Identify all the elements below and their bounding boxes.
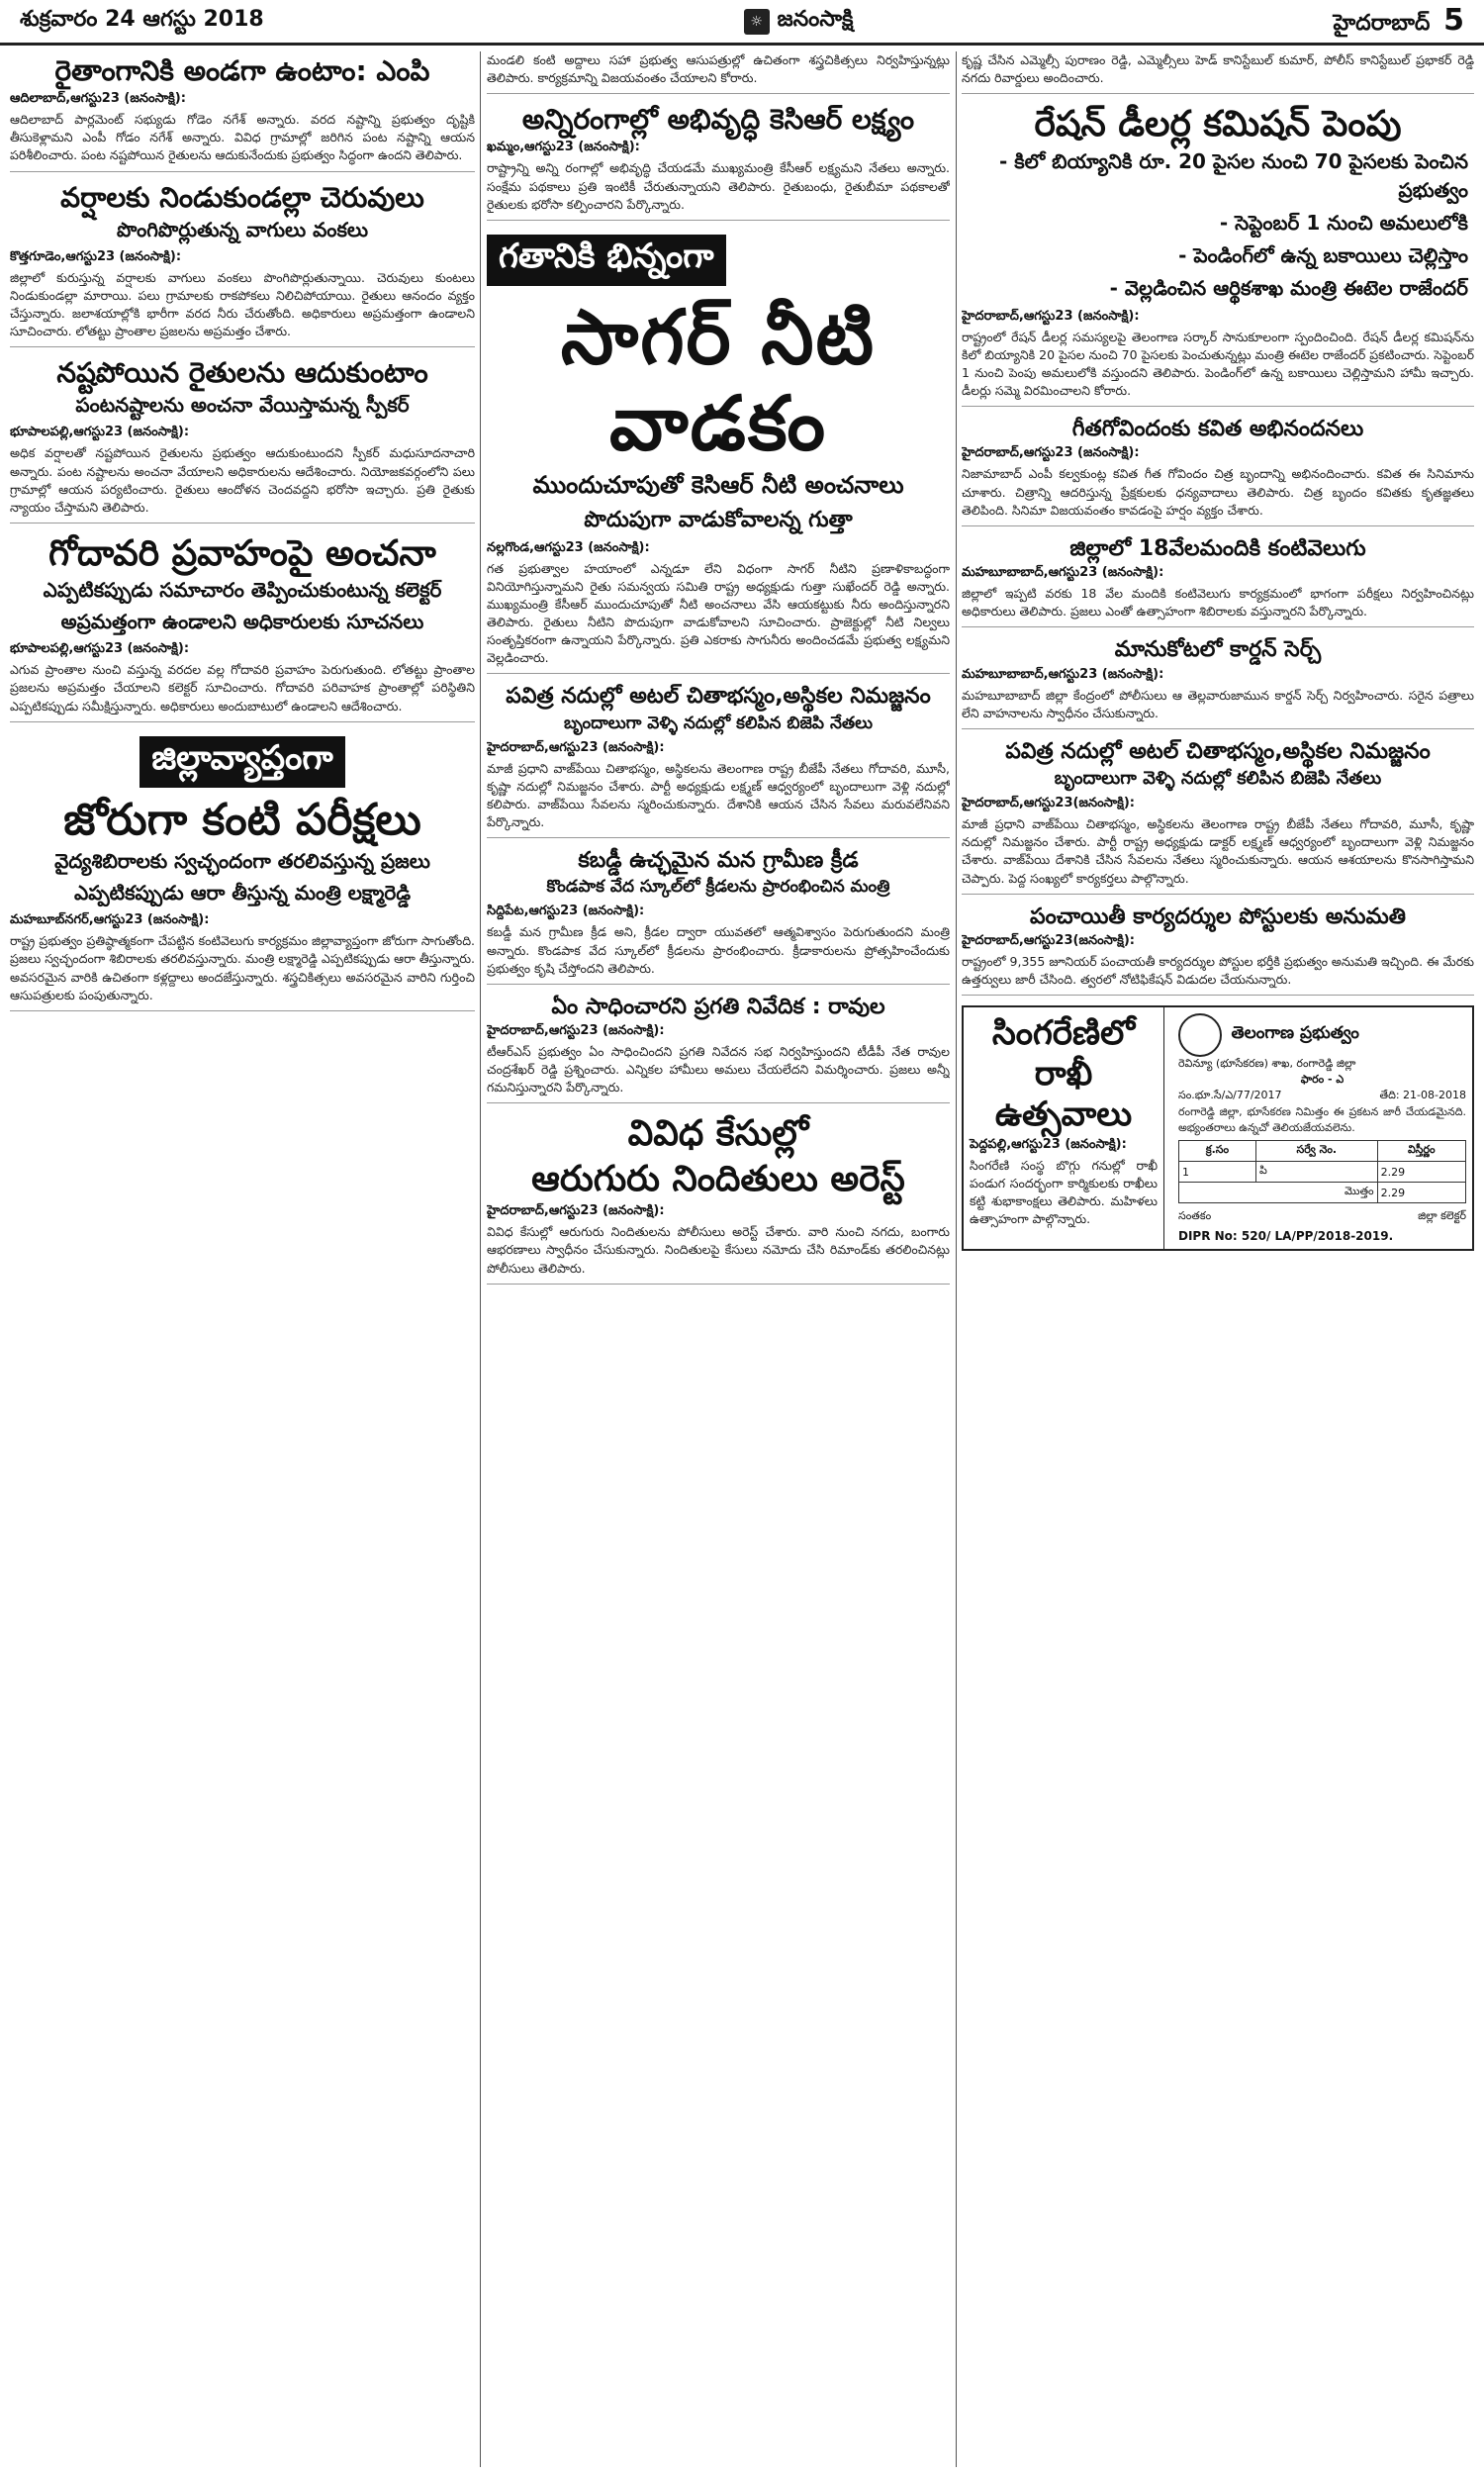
signature-left: సంతకం	[1178, 1209, 1212, 1223]
article-atal-ashes	[487, 684, 950, 838]
subheadline: వైద్యశిబిరాలకు స్వచ్ఛందంగా తరలివస్తున్న ప్రజలు	[54, 849, 430, 874]
headline: నష్టపోయిన రైతులను ఆదుకుంటాం	[56, 356, 428, 390]
land-table	[1178, 1140, 1466, 1203]
subheadline: కొండపాక వేద స్కూల్‌లో క్రీడలను ప్రారంభించిన మంత్రి	[546, 877, 890, 898]
dateline: భూపాలపల్లి,ఆగస్టు23 (జనంసాక్షి):	[10, 641, 190, 657]
subheadline: పొంగిపొర్లుతున్న వాగులు వంకలు	[116, 217, 368, 241]
telangana-seal-icon	[1178, 1013, 1222, 1057]
headline: సాగర్ నీటి వాడకం	[560, 292, 877, 468]
paper-name: జనంసాక్షి	[777, 6, 854, 32]
table-cell: 2.29	[1377, 1162, 1465, 1183]
article-body: మాజీ ప్రధాని వాజ్‌పేయి చితాభస్మం, అస్థికలను తెలంగాణ రాష్ట్ర బీజేపీ నేతలు గోదావరి, మూసీ, కృష్ణా నదుల్లో నిమజ్జనం చేశారు. పార్టీ అధ్యక్షుడు లక్ష్మణ్ ఆధ్వర్యంలో బృందాలుగా వెళ్లి నదుల్లో కలిపారు. వాజ్‌పేయి సేవలను స్మరించుకున్నారు. దేశానికి ఆయన చేసిన సేవలు మరువలేనివని పేర్కొన్నారు.	[487, 760, 950, 830]
bullet-2: - సెప్టెంబర్ 1 నుంచి అమలులోకి	[1219, 210, 1468, 235]
dateline: ఆదిలాబాద్,ఆగస్టు23 (జనంసాక్షి):	[10, 91, 186, 107]
headline: జిల్లాలో 18వేలమందికి కంటివెలుగు	[1069, 535, 1366, 561]
total-label: మొత్తం	[1179, 1183, 1378, 1203]
article-farmers-support	[10, 55, 475, 172]
kicker: గతానికి భిన్నంగా	[487, 235, 726, 286]
article-kanti-velugu	[962, 536, 1474, 628]
headline: జోరుగా కంటి పరీక్షలు	[63, 794, 421, 845]
article-kabaddi	[487, 848, 950, 985]
article-body: కృష్ణ చేసిన ఎమ్మెల్సీ పురాణం రెడ్డి, ఎమ్మెల్సీలు హెడ్ కానిస్టేబుల్ కుమార్, పోలీస్ కానిస్టేబుల్ ప్రభాకర్ రెడ్డి నగదు రివార్డులు అందించారు.	[962, 52, 1474, 86]
gov-name: తెలంగాణ ప్రభుత్వం	[1231, 1023, 1359, 1044]
dateline: సిద్దిపేట,ఆగస్టు23 (జనంసాక్షి):	[487, 904, 645, 919]
article-geetha-govindam	[962, 417, 1474, 526]
article-body: ఎగువ ప్రాంతాల నుంచి వస్తున్న వరదల వల్ల గోదావరి ప్రవాహం పెరుగుతుంది. లోతట్టు ప్రాంతాల ప్రజలను అప్రమత్తం చేయాలని కలెక్టర్ సూచించారు. గోదావరి పరివాహక ప్రాంతాల్లో పరిస్థితిని ఎప్పటికప్పుడు సమీక్షిస్తున్నారు. అధికారులు అందుబాటులో ఉండాలని ఆదేశించారు.	[10, 662, 475, 714]
subheadline-2: పొదుపుగా వాడుకోవాలన్న గుత్తా	[584, 507, 853, 532]
paper-logo	[744, 7, 854, 37]
bullet-1: - కిలో బియ్యానికి రూ. 20 పైసల నుంచి 70 పైసలకు పెంచిన ప్రభుత్వం	[998, 148, 1468, 202]
kicker: జిల్లావ్యాప్తంగా	[139, 736, 344, 788]
article-body: రాష్ట్రాన్ని అన్ని రంగాల్లో అభివృద్ధి చేయడమే ముఖ్యమంత్రి కేసీఆర్ లక్ష్యమని నేతలు అన్నారు. సంక్షేమ పథకాలు ప్రతి ఇంటికీ చేరుతున్నాయని తెలిపారు. రైతుబంధు, రైతుబీమా పథకాలతో రైతులకు భరోసా కల్పించారని పేర్కొన్నారు.	[487, 160, 950, 212]
article-body: మండలి కంటి అద్దాలు సహా ప్రభుత్వ ఆసుపత్రుల్లో ఉచితంగా శస్త్రచికిత్సలు నిర్వహిస్తున్నట్లు తెలిపారు. కార్యక్రమాన్ని విజయవంతం చేయాలని కోరారు.	[487, 52, 950, 86]
dipr-number: DIPR No: 520/ LA/PP/2018-2019.	[1178, 1229, 1394, 1244]
subheadline: ఎప్పటికప్పుడు సమాచారం తెప్పించుకుంటున్న కలెక్టర్	[43, 578, 442, 603]
dateline: హైదరాబాద్,ఆగస్టు23 (జనంసాక్షి):	[487, 1023, 665, 1039]
subheadline-2: ఎప్పటికప్పుడు ఆరా తీస్తున్న మంత్రి లక్ష్మారెడ్డి	[73, 881, 411, 905]
dateline: మహబూబ్‌నగర్,ఆగస్టు23 (జనంసాక్షి):	[10, 912, 210, 928]
article-continued	[962, 51, 1474, 94]
article-body: ఆదిలాబాద్ పార్లమెంట్ సభ్యుడు గోడెం నగేశ్ అన్నారు. వరద నష్టాన్ని ప్రభుత్వం దృష్టికి తీసుకెళ్లామని ఎంపీ గోడం నగేశ్ అన్నారు. వివిధ గ్రామాల్లో జరిగిన పంట నష్టాన్ని ఆయన పరిశీలించారు. పంట నష్టపోయిన రైతులను ఆదుకునేందుకు ప్రభుత్వం సిద్ధంగా ఉందని తెలిపారు.	[10, 112, 475, 163]
table-header: సర్వే నెం.	[1255, 1141, 1377, 1162]
article-development-goal	[487, 104, 950, 221]
article-body: రాష్ట్రంలో 9,355 జూనియర్ పంచాయతీ కార్యదర్శుల పోస్టుల భర్తీకి ప్రభుత్వం అనుమతి ఇచ్చింది. ఈ మేరకు ఉత్తర్వులు జారీ చేసింది. త్వరలో నోటిఫికేషన్ విడుదల చేయనున్నారు.	[962, 954, 1474, 988]
masthead	[0, 0, 1484, 46]
notice-text: రంగారెడ్డి జిల్లా, భూసేకరణ నిమిత్తం ఈ ప్రకటన జారీ చేయడమైనది. అభ్యంతరాలు ఉన్నచో తెలియజేయవలెను.	[1178, 1105, 1466, 1135]
article-body: కబడ్డీ మన గ్రామీణ క్రీడ అని, క్రీడల ద్వారా యువతలో ఆత్మవిశ్వాసం పెరుగుతుందని మంత్రి అన్నారు. కొండపాక వేద స్కూల్‌లో క్రీడలను ప్రారంభించారు. క్రీడాకారులను ప్రోత్సహించేందుకు ప్రభుత్వం కృషి చేస్తోందని తెలిపారు.	[487, 924, 950, 976]
dateline: ఖమ్మం,ఆగస్టు23 (జనంసాక్షి):	[487, 140, 640, 155]
table-cell: 1	[1179, 1162, 1256, 1183]
dateline: భూపాలపల్లి,ఆగస్టు23 (జనంసాక్షి):	[10, 425, 190, 440]
subheadline: ముందుచూపుతో కెసిఆర్ నీటి అంచనాలు	[532, 470, 904, 499]
article-body: టీఆర్ఎస్ ప్రభుత్వం ఏం సాధించిందని ప్రగతి నివేదన సభ నిర్వహిస్తుందని టీడీపీ నేత రావుల చంద్రశేఖర్ రెడ్డి ప్రశ్నించారు. ఎన్నికల హామీలు అమలు చేయలేదని విమర్శించారు. ప్రజలు అన్నీ గమనిస్తున్నారని పేర్కొన్నారు.	[487, 1044, 950, 1095]
headline: ఏం సాధించారని ప్రగతి నివేదిక : రావుల	[551, 994, 885, 1019]
article-body: సింగరేణి సంస్థ బొగ్గు గనుల్లో రాఖీ పండుగ సందర్భంగా కార్మికులకు రాఖీలు కట్టి శుభాకాంక్షలు తెలిపారు. మహిళలు ఉత్సాహంగా పాల్గొన్నారు.	[970, 1157, 1158, 1227]
headline: పంచాయితీ కార్యదర్శుల పోస్టులకు అనుమతి	[1030, 904, 1406, 929]
headline: పవిత్ర నదుల్లో అటల్ చితాభస్మం,అస్థికల నిమజ్జనం	[506, 684, 931, 710]
article-singareni	[964, 1007, 1164, 1249]
dateline: హైదరాబాద్,ఆగస్టు23 (జనంసాక్షి):	[487, 739, 665, 755]
dateline: మహబూబాబాద్,ఆగస్టు23 (జనంసాక్షి):	[962, 666, 1164, 682]
article-body: జిల్లాలో ఇప్పటి వరకు 18 వేల మందికి కంటివెలుగు కార్యక్రమంలో భాగంగా పరీక్షలు నిర్వహించినట్లు అధికారులు తెలిపారు. ప్రజలు ఎంతో ఉత్సాహంగా శిబిరాలకు వస్తున్నారని పేర్కొన్నారు.	[962, 586, 1474, 619]
bullet-3: - పెండింగ్‌లో ఉన్న బకాయిలు చెల్లిస్తాం	[1178, 242, 1468, 267]
headline: వివిధ కేసుల్లో	[627, 1113, 809, 1155]
headline: రేషన్ డీలర్ల కమిషన్ పెంపు	[1034, 104, 1402, 145]
headline: సింగరేణిలో రాఖీ ఉత్సవాలు	[991, 1013, 1136, 1134]
subheadline: పంటనష్టాలను అంచనా వేయిస్తామన్న స్పీకర్	[75, 393, 410, 418]
reference-number: సం.భూ.సే/ఎ/77/2017	[1178, 1089, 1282, 1102]
article-body: జిల్లాలో కురుస్తున్న వర్షాలకు వాగులు వంకలు పొంగిపొర్లుతున్నాయి. చెరువులు కుంటలు నిండుకుండల్లా మారాయి. పలు గ్రామాలకు రాకపోకలు నిలిచిపోయాయి. రైతులు ఆనందం వ్యక్తం చేస్తున్నారు. జలాశయాల్లోకి భారీగా వరద నీరు చేరుతోంది. అధికారులు అప్రమత్తంగా ఉండాలని సూచించారు. లోతట్టు ప్రాంతాల ప్రజలను అప్రమత్తం చేశారు.	[10, 269, 475, 339]
article-godavari-flow	[10, 533, 475, 722]
table-row	[1179, 1162, 1466, 1183]
article-body: రాష్ట్ర ప్రభుత్వం ప్రతిష్ఠాత్మకంగా చేపట్టిన కంటివెలుగు కార్యక్రమం జిల్లావ్యాప్తంగా జోరుగా సాగుతోంది. ప్రజలు స్వచ్ఛందంగా శిబిరాలకు తరలివస్తున్నారు. మంత్రి లక్ష్మారెడ్డి ఎప్పటికప్పుడు ఆరా తీస్తున్నారు. అవసరమైన వారికి ఉచితంగా కళ్లద్దాలు అందజేస్తున్నారు. శస్త్రచికిత్సలు అవసరమైన వారిని గుర్తించి ఆసుపత్రులకు పంపుతున్నారు.	[10, 933, 475, 1002]
article-body: వివిధ కేసుల్లో ఆరుగురు నిందితులను పోలీసులు అరెస్ట్ చేశారు. వారి నుంచి నగదు, బంగారు ఆభరణాలు స్వాధీనం చేసుకున్నారు. నిందితులపై కేసులు నమోదు చేసి రిమాండ్‌కు తరలించినట్లు పోలీసులు తెలిపారు.	[487, 1224, 950, 1276]
dateline: కొత్తగూడెం,ఆగస్టు23 (జనంసాక్షి):	[10, 248, 182, 264]
article-continued	[487, 51, 950, 94]
government-ad-row	[962, 1005, 1474, 1251]
article-atal-ashes-2	[962, 739, 1474, 895]
dateline: హైదరాబాద్,ఆగస్టు23 (జనంసాక్షి):	[962, 308, 1140, 324]
article-body: గత ప్రభుత్వాల హయాంలో ఎన్నడూ లేని విధంగా సాగర్ నీటిని ప్రణాళికాబద్ధంగా వినియోగిస్తున్నామని రైతు సమన్వయ సమితి రాష్ట్ర అధ్యక్షుడు గుత్తా సుఖేందర్ రెడ్డి అన్నారు. ముఖ్యమంత్రి కేసీఆర్ ముందుచూపుతో నీటి అంచనాలు వేసి ఆయకట్టుకు నీరు అందిస్తున్నారని తెలిపారు. రైతులు నీటిని పొదుపుగా వాడుకోవాలని సూచించారు. ప్రాజెక్టుల్లో నీటి నిల్వలు సంతృప్తికరంగా ఉన్నాయని పేర్కొన్నారు. ప్రతి ఎకరాకు సాగునీరు అందించడమే ప్రభుత్వ లక్ష్యమని వెల్లడించారు.	[487, 560, 950, 666]
table-header: క్ర.సం	[1179, 1141, 1256, 1162]
issue-date: శుక్రవారం 24 ఆగస్టు 2018	[20, 6, 264, 32]
signature-right: జిల్లా కలెక్టర్	[1418, 1209, 1466, 1223]
article-body: నిజామాబాద్ ఎంపీ కల్వకుంట్ల కవిత గీత గోవిందం చిత్ర బృందాన్ని అభినందించారు. కవిత ఈ సినిమాను చూశారు. చిత్రాన్ని ఆదరిస్తున్న ప్రేక్షకులకు ధన్యవాదాలు తెలిపారు. చిత్ర బృందం కవితకు కృతజ్ఞతలు తెలిపింది. సినిమా విజయవంతం కావడంపై హర్షం వ్యక్తం చేశారు.	[962, 466, 1474, 518]
article-tanks-full	[10, 182, 475, 348]
column-1	[10, 51, 475, 2467]
form-title: ఫారం - ఎ	[1300, 1073, 1345, 1087]
article-body: మాజీ ప్రధాని వాజ్‌పేయి చితాభస్మం, అస్థికలను తెలంగాణ రాష్ట్ర బీజేపీ నేతలు గోదావరి, మూసీ, కృష్ణా నదుల్లో నిమజ్జనం చేశారు. పార్టీ రాష్ట్ర అధ్యక్షుడు డాక్టర్ లక్ష్మణ్ ఆధ్వర్యంలో బృందాలుగా వెళ్లి నిమజ్జనం చేశారు. వాజ్‌పేయి దేశానికి చేసిన సేవలను నేతలు స్మరించుకున్నారు. ఆయన ఆశయాలను కొనసాగిస్తామని చెప్పారు. పెద్ద సంఖ్యలో కార్యకర్తలు పాల్గొన్నారు.	[962, 816, 1474, 886]
subheadline: బృందాలుగా వెళ్ళి నదుల్లో కలిపిన బిజెపి నేతలు	[1054, 768, 1382, 790]
table-header-row	[1179, 1141, 1466, 1162]
article-sagar-water	[487, 231, 950, 675]
article-ravula	[487, 995, 950, 1104]
subheadline-2: అప్రమత్తంగా ఉండాలని అధికారులకు సూచనలు	[60, 610, 424, 634]
notice-date: తేది: 21-08-2018	[1379, 1089, 1466, 1102]
page-number: 5	[1443, 2, 1464, 38]
article-body: మహబూబాబాద్ జిల్లా కేంద్రంలో పోలీసులు ఆ తెల్లవారుజామున కార్డన్ సెర్చ్ నిర్వహించారు. సరైన పత్రాలు లేని వాహనాలను స్వాధీనం చేసుకున్నారు.	[962, 687, 1474, 720]
government-notice	[1172, 1007, 1472, 1249]
headline: మానుకోటలో కార్డన్ సెర్చ్	[1114, 637, 1322, 663]
headline: రైతాంగానికి అండగా ఉంటాం: ఎంపి	[54, 54, 430, 87]
article-farmers-compensation	[10, 357, 475, 524]
bullet-4: - వెల్లడించిన ఆర్థికశాఖ మంత్రి ఈటెల రాజేందర్	[1109, 275, 1468, 300]
column-divider	[480, 51, 481, 2467]
article-arrests	[487, 1113, 950, 1284]
headline-2: ఆరుగురు నిందితులు అరెస్ట్	[531, 1158, 905, 1199]
article-ration-dealers	[962, 104, 1474, 407]
article-eye-tests	[10, 732, 475, 1011]
headline: వర్షాలకు నిండుకుండల్లా చెరువులు	[60, 180, 424, 214]
table-total-row	[1179, 1183, 1466, 1203]
city-name: హైదరాబాద్	[1333, 10, 1431, 36]
column-3	[962, 51, 1474, 2467]
department: రెవిన్యూ (భూసేకరణ) శాఖ, రంగారెడ్డి జిల్లా	[1178, 1057, 1356, 1071]
table-cell: పి	[1255, 1162, 1377, 1183]
headline: కబడ్డీ ఉచ్ఛమైన మన గ్రామీణ క్రీడ	[578, 848, 859, 874]
logo-icon: ☼	[744, 9, 770, 35]
dateline: హైదరాబాద్,ఆగస్టు23 (జనంసాక్షి):	[487, 1203, 665, 1219]
dateline: మహబూబాబాద్,ఆగస్టు23 (జనంసాక్షి):	[962, 565, 1164, 581]
headline: గీతగోవిందంకు కవిత అభినందనలు	[1071, 417, 1364, 442]
table-header: విస్తీర్ణం	[1377, 1141, 1465, 1162]
total-value: 2.29	[1377, 1183, 1465, 1203]
article-body: అధిక వర్షాలతో నష్టపోయిన రైతులను ప్రభుత్వం ఆదుకుంటుందని స్పీకర్ మధుసూదనాచారి అన్నారు. పంట నష్టాలను అంచనా వేయాలని అధికారులను ఆదేశించారు. నియోజకవర్గంలోని పలు గ్రామాల్లో ఆయన పర్యటించారు. రైతులు ఆందోళన చెందవద్దని భరోసా ఇచ్చారు. ప్రతి రైతుకు న్యాయం చేస్తామని తెలిపారు.	[10, 445, 475, 515]
page-header-right	[1333, 3, 1464, 41]
subheadline: బృందాలుగా వెళ్ళి నదుల్లో కలిపిన బిజెపి నేతలు	[563, 713, 874, 733]
dateline: హైదరాబాద్,ఆగస్టు23 (జనంసాక్షి):	[962, 445, 1140, 461]
headline: అన్నిరంగాల్లో అభివృద్ధి కెసిఆర్ లక్ష్యం	[521, 103, 915, 137]
column-divider	[956, 51, 957, 2467]
dateline: హైదరాబాద్,ఆగస్టు23(జనంసాక్షి):	[962, 933, 1135, 948]
headline: పవిత్ర నదుల్లో అటల్ చితాభస్మం,అస్థికల నిమజ్జనం	[1005, 738, 1431, 764]
dateline: పెద్దపల్లి,ఆగస్టు23 (జనంసాక్షి):	[970, 1136, 1127, 1152]
article-body: రాష్ట్రంలో రేషన్ డీలర్ల సమస్యలపై తెలంగాణ సర్కార్ సానుకూలంగా స్పందించింది. రేషన్ డీలర్ల కమిషన్‌ను కిలో బియ్యానికి 20 పైసల నుంచి 70 పైసలకు పెంచుతున్నట్లు మంత్రి ఈటెల రాజేందర్ ప్రకటించారు. సెప్టెంబర్ 1 నుంచి పెంపు అమలులోకి వస్తుందని తెలిపారు. పెండింగ్‌లో ఉన్న బకాయిలు చెల్లిస్తామని హామీ ఇచ్చారు. డీలర్లు సమ్మె విరమించాలని కోరారు.	[962, 329, 1474, 399]
headline: గోదావరి ప్రవాహంపై అంచనా	[48, 532, 436, 574]
article-panchayat-posts	[962, 904, 1474, 997]
dateline: హైదరాబాద్,ఆగస్టు23(జనంసాక్షి):	[962, 796, 1135, 811]
dateline: నల్లగొండ,ఆగస్టు23 (జనంసాక్షి):	[487, 539, 650, 555]
article-cordon-search	[962, 637, 1474, 729]
column-2	[487, 51, 950, 2467]
